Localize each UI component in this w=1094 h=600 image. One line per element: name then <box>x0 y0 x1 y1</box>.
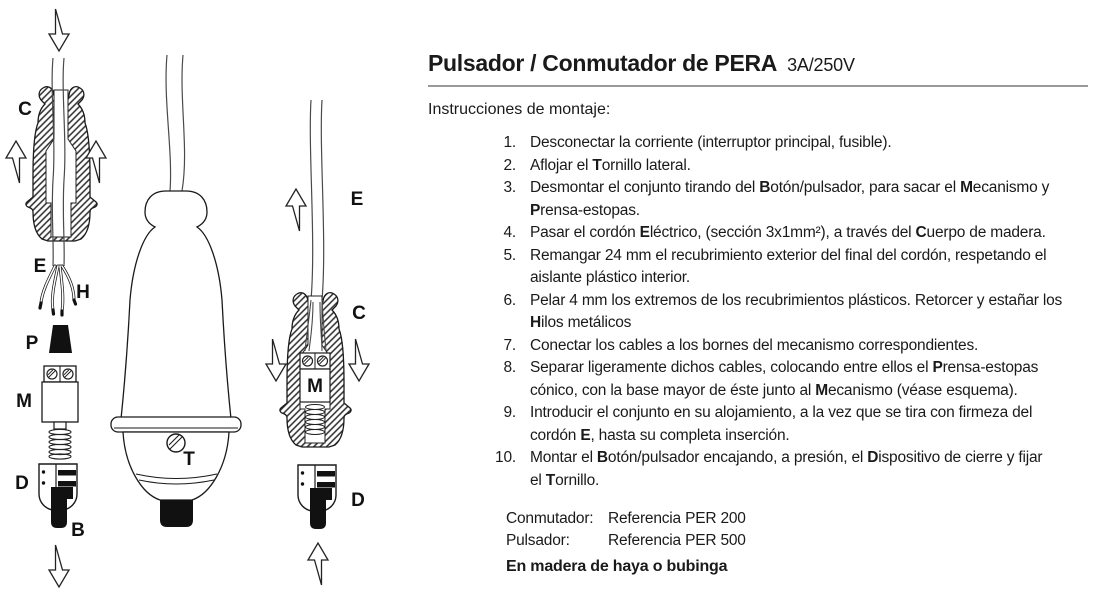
push-button <box>160 500 193 527</box>
instruction-steps <box>428 132 1088 492</box>
instruction-step <box>428 155 1088 178</box>
step-number: 10. <box>495 449 516 466</box>
diagram-label-cord: E <box>350 189 364 210</box>
step-number: 8. <box>503 359 516 376</box>
diagram-label-cord: E <box>33 256 47 277</box>
step-text: Conectar los cables a los bornes del mecanismo correspondientes. <box>530 336 979 354</box>
instructions-heading: Instrucciones de montaje: <box>428 101 611 118</box>
step-number: 2. <box>503 156 516 174</box>
reference-value: Referencia PER 500 <box>608 531 746 549</box>
step-text: Separar ligeramente dichos cables, colocando entre ellos el Prensa-estopas cónico, con la base mayor de éste junto al Mecanismo (véase esquema). <box>530 359 1039 399</box>
step-text: Desconectar la corriente (interruptor principal, fusible). <box>530 134 892 151</box>
arrow-down-icon <box>266 339 286 381</box>
cone-gland <box>49 325 72 353</box>
exploded-parts-column <box>6 9 106 587</box>
reference-label: Pulsador: <box>506 531 570 549</box>
diagram-label-wires: H <box>76 282 90 303</box>
diagram-label-cover: C <box>352 303 366 324</box>
instruction-step <box>428 290 1088 335</box>
reference-row <box>506 530 1088 552</box>
arrow-up-icon <box>286 189 306 231</box>
material-note: En madera de haya o bubinga <box>506 558 728 575</box>
instruction-step <box>428 335 1088 358</box>
arrow-down-icon <box>49 545 69 587</box>
title-divider <box>428 85 1088 87</box>
diagram-label-screw: T <box>183 449 195 470</box>
diagram-label-cover: C <box>18 99 32 120</box>
step-number: 6. <box>503 291 516 309</box>
diagram-label-button: B <box>71 520 85 541</box>
step-text: Desmontar el conjunto tirando del Botón/pulsador, para sacar el Mecanismo y Prensa-estopas. <box>530 179 1050 219</box>
instruction-step <box>428 447 1088 492</box>
step-number: 4. <box>503 224 516 241</box>
closure-device <box>39 464 77 528</box>
instruction-step <box>428 177 1088 222</box>
reference-list <box>428 508 1088 551</box>
step-text: Remangar 24 mm el recubrimiento exterior del final del cordón, respetando el aislante plástico interior. <box>530 246 1047 286</box>
step-number: 1. <box>503 134 516 151</box>
page-title <box>428 50 1088 77</box>
electric-cord <box>166 55 185 191</box>
instruction-step <box>428 132 1088 155</box>
title-text: Pulsador / Conmutador de PERA <box>428 50 778 76</box>
wood-flange <box>111 417 241 432</box>
mechanism-part <box>42 366 78 459</box>
content-panel <box>428 0 1088 576</box>
threaded-stud <box>49 429 71 459</box>
step-number: 7. <box>503 336 516 354</box>
instruction-step <box>428 402 1088 447</box>
step-text: Pelar 4 mm los extremos de los recubrimientos plásticos. Retorcer y estañar los Hilos metálicos <box>530 291 1063 331</box>
step-text: Pasar el cordón Eléctrico, (sección 3x1mm²), a través del Cuerpo de madera. <box>530 224 1046 241</box>
gland-cover-section <box>26 87 97 241</box>
diagram-label-device: D <box>351 490 365 511</box>
assembled-unit-column <box>266 100 369 585</box>
closure-device <box>298 465 336 529</box>
arrow-down-icon <box>349 339 369 381</box>
instruction-step <box>428 357 1088 402</box>
diagram-label-gland: P <box>25 333 39 354</box>
arrow-down-icon <box>49 9 69 51</box>
step-text: Montar el Botón/pulsador encajando, a presión, el Dispositivo de cierre y fijar el Tornillo. <box>530 449 1043 489</box>
wood-body <box>121 191 231 419</box>
arrow-up-icon <box>6 141 26 183</box>
rating-text: 3A/250V <box>787 55 855 75</box>
electric-cord <box>310 100 323 300</box>
step-number: 3. <box>503 179 516 196</box>
step-number: 9. <box>503 404 516 421</box>
instruction-step <box>428 222 1088 245</box>
pear-body-column <box>111 55 241 527</box>
step-text: Introducir el conjunto en su alojamiento, a la vez que se tira con firmeza del cordón E, hasta su completa inserción. <box>530 404 1033 444</box>
reference-row <box>506 508 1088 530</box>
assembly-diagram <box>0 0 420 600</box>
diagram-label-mechanism: M <box>307 376 323 397</box>
reference-value: Referencia PER 200 <box>608 510 746 527</box>
reference-label: Conmutador: <box>506 510 594 527</box>
step-text: Aflojar el Tornillo lateral. <box>530 156 691 174</box>
instruction-step <box>428 245 1088 290</box>
diagram-label-mechanism: M <box>16 391 32 412</box>
diagram-label-device: D <box>15 473 29 494</box>
arrow-up-icon <box>308 543 328 585</box>
step-number: 5. <box>503 246 516 264</box>
